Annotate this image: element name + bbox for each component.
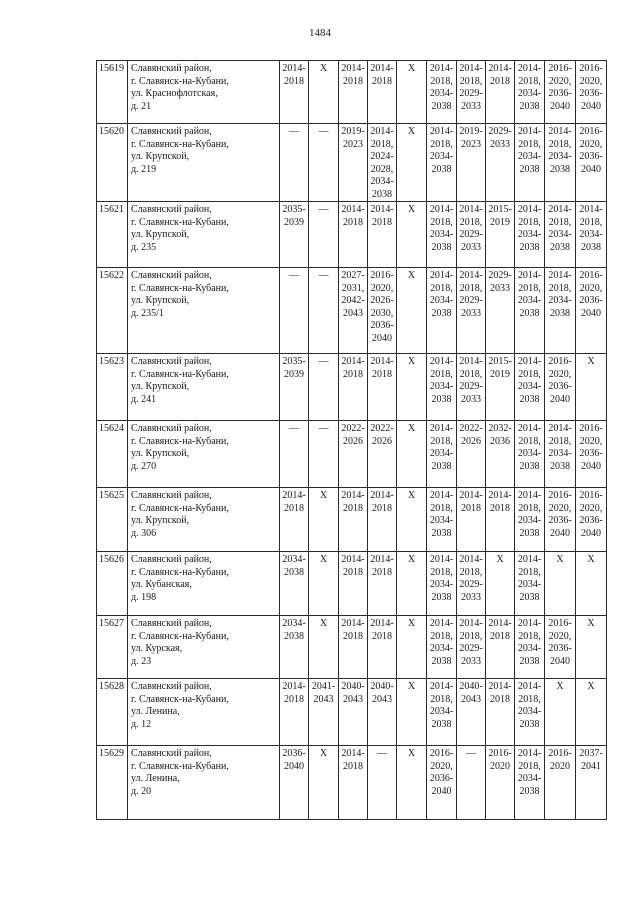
period-cell: 2014- 2018 xyxy=(339,746,368,820)
period-cell: 2014- 2018 xyxy=(280,61,309,124)
period-cell: 2014- 2018, 2034- 2038 xyxy=(427,679,457,746)
period-cell: 2014- 2018, 2034- 2038 xyxy=(515,679,545,746)
period-cell: 2016- 2020, 2036- 2040 xyxy=(576,488,607,552)
table-row xyxy=(97,268,607,354)
period-cell: 2036- 2040 xyxy=(280,746,309,820)
period-cell: 2014- 2018 xyxy=(280,488,309,552)
period-cell: Х xyxy=(309,552,339,616)
table-row xyxy=(97,421,607,488)
period-cell: 2034- 2038 xyxy=(280,552,309,616)
table-row xyxy=(97,202,607,268)
period-cell: Х xyxy=(545,679,576,746)
period-cell: 2022- 2026 xyxy=(457,421,486,488)
period-cell: Х xyxy=(397,488,427,552)
period-cell: 2014- 2018, 2034- 2038 xyxy=(515,421,545,488)
period-cell: 2014- 2018 xyxy=(368,202,397,268)
period-cell: 2014- 2018, 2034- 2038 xyxy=(427,421,457,488)
period-cell: 2016- 2020, 2036- 2040 xyxy=(427,746,457,820)
row-number: 15626 xyxy=(97,552,128,616)
period-cell: 2014- 2018, 2034- 2038 xyxy=(515,354,545,421)
period-cell: 2041- 2043 xyxy=(309,679,339,746)
period-cell: 2016- 2020, 2036- 2040 xyxy=(545,354,576,421)
period-cell: 2014- 2018, 2034- 2038 xyxy=(515,488,545,552)
period-cell: Х xyxy=(309,61,339,124)
period-cell: — xyxy=(309,268,339,354)
period-cell: 2014- 2018, 2034- 2038 xyxy=(576,202,607,268)
period-cell: 2035- 2039 xyxy=(280,354,309,421)
registry-table xyxy=(96,60,607,820)
row-number: 15622 xyxy=(97,268,128,354)
address-cell: Славянский район, г. Славянск-на-Кубани, ул. Крупской, д. 306 xyxy=(128,488,280,552)
period-cell: 2014- 2018, 2034- 2038 xyxy=(515,202,545,268)
period-cell: 2014- 2018 xyxy=(486,61,515,124)
period-cell: 2014- 2018, 2034- 2038 xyxy=(427,552,457,616)
address-cell: Славянский район, г. Славянск-на-Кубани, ул. Ленина, д. 20 xyxy=(128,746,280,820)
address-cell: Славянский район, г. Славянск-на-Кубани, ул. Кубанская, д. 198 xyxy=(128,552,280,616)
period-cell: Х xyxy=(309,746,339,820)
period-cell: 2014- 2018, 2034- 2038 xyxy=(545,268,576,354)
period-cell: 2014- 2018, 2034- 2038 xyxy=(515,61,545,124)
period-cell: Х xyxy=(397,61,427,124)
period-cell: 2016- 2020, 2036- 2040 xyxy=(576,421,607,488)
period-cell: Х xyxy=(397,421,427,488)
row-number: 15628 xyxy=(97,679,128,746)
period-cell: 2014- 2018, 2024- 2028, 2034- 2038 xyxy=(368,124,397,202)
table-row xyxy=(97,616,607,679)
period-cell: Х xyxy=(397,354,427,421)
period-cell: 2014- 2018 xyxy=(339,61,368,124)
period-cell: 2014- 2018, 2029- 2033 xyxy=(457,268,486,354)
period-cell: — xyxy=(309,202,339,268)
period-cell: 2034- 2038 xyxy=(280,616,309,679)
table-row xyxy=(97,679,607,746)
row-number: 15621 xyxy=(97,202,128,268)
address-cell: Славянский район, г. Славянск-на-Кубани, ул. Крупской, д. 235/1 xyxy=(128,268,280,354)
period-cell: 2040- 2043 xyxy=(368,679,397,746)
period-cell: 2014- 2018, 2034- 2038 xyxy=(545,124,576,202)
period-cell: — xyxy=(309,124,339,202)
row-number: 15620 xyxy=(97,124,128,202)
address-cell: Славянский район, г. Славянск-на-Кубани, ул. Курская, д. 23 xyxy=(128,616,280,679)
period-cell: Х xyxy=(309,616,339,679)
period-cell: 2014- 2018 xyxy=(339,202,368,268)
period-cell: 2014- 2018, 2034- 2038 xyxy=(515,746,545,820)
period-cell: 2014- 2018, 2034- 2038 xyxy=(427,616,457,679)
period-cell: 2014- 2018 xyxy=(368,552,397,616)
period-cell: Х xyxy=(397,679,427,746)
period-cell: 2014- 2018 xyxy=(486,679,515,746)
period-cell: 2015- 2019 xyxy=(486,354,515,421)
period-cell: 2014- 2018, 2034- 2038 xyxy=(427,202,457,268)
table-row xyxy=(97,354,607,421)
period-cell: 2014- 2018 xyxy=(486,616,515,679)
period-cell: 2029- 2033 xyxy=(486,124,515,202)
period-cell: Х xyxy=(576,679,607,746)
period-cell: Х xyxy=(576,616,607,679)
address-cell: Славянский район, г. Славянск-на-Кубани, ул. Краснофлотская, д. 21 xyxy=(128,61,280,124)
period-cell: 2035- 2039 xyxy=(280,202,309,268)
period-cell: 2014- 2018, 2034- 2038 xyxy=(427,268,457,354)
address-cell: Славянский район, г. Славянск-на-Кубани, ул. Крупской, д. 219 xyxy=(128,124,280,202)
period-cell: 2014- 2018, 2029- 2033 xyxy=(457,354,486,421)
period-cell: 2014- 2018, 2034- 2038 xyxy=(515,552,545,616)
period-cell: 2032- 2036 xyxy=(486,421,515,488)
row-number: 15629 xyxy=(97,746,128,820)
period-cell: 2019- 2023 xyxy=(457,124,486,202)
period-cell: Х xyxy=(576,354,607,421)
period-cell: 2027- 2031, 2042- 2043 xyxy=(339,268,368,354)
period-cell: 2014- 2018 xyxy=(339,552,368,616)
period-cell: Х xyxy=(309,488,339,552)
period-cell: Х xyxy=(397,552,427,616)
period-cell: 2016- 2020 xyxy=(545,746,576,820)
period-cell: 2019- 2023 xyxy=(339,124,368,202)
period-cell: 2016- 2020, 2036- 2040 xyxy=(576,124,607,202)
period-cell: Х xyxy=(397,124,427,202)
period-cell: 2016- 2020, 2036- 2040 xyxy=(545,488,576,552)
period-cell: 2016- 2020 xyxy=(486,746,515,820)
address-cell: Славянский район, г. Славянск-на-Кубани, ул. Крупской, д. 270 xyxy=(128,421,280,488)
period-cell: 2016- 2020, 2036- 2040 xyxy=(545,61,576,124)
period-cell: 2014- 2018, 2034- 2038 xyxy=(427,488,457,552)
period-cell: Х xyxy=(397,268,427,354)
period-cell: 2014- 2018, 2034- 2038 xyxy=(427,61,457,124)
period-cell: 2014- 2018 xyxy=(339,354,368,421)
period-cell: — xyxy=(309,354,339,421)
period-cell: 2016- 2020, 2036- 2040 xyxy=(576,61,607,124)
period-cell: — xyxy=(280,421,309,488)
period-cell: 2014- 2018, 2029- 2033 xyxy=(457,61,486,124)
row-number: 15623 xyxy=(97,354,128,421)
period-cell: Х xyxy=(576,552,607,616)
period-cell: 2015- 2019 xyxy=(486,202,515,268)
period-cell: 2014- 2018, 2034- 2038 xyxy=(545,421,576,488)
period-cell: 2014- 2018, 2034- 2038 xyxy=(427,124,457,202)
period-cell: 2014- 2018 xyxy=(368,61,397,124)
period-cell: Х xyxy=(397,202,427,268)
period-cell: 2014- 2018 xyxy=(486,488,515,552)
table-row xyxy=(97,552,607,616)
period-cell: 2014- 2018, 2029- 2033 xyxy=(457,616,486,679)
period-cell: Х xyxy=(545,552,576,616)
period-cell: 2016- 2020, 2036- 2040 xyxy=(576,268,607,354)
period-cell: Х xyxy=(486,552,515,616)
table-row xyxy=(97,61,607,124)
period-cell: — xyxy=(457,746,486,820)
period-cell: 2016- 2020, 2036- 2040 xyxy=(545,616,576,679)
period-cell: 2014- 2018 xyxy=(368,616,397,679)
period-cell: 2014- 2018, 2034- 2038 xyxy=(515,616,545,679)
period-cell: 2014- 2018 xyxy=(339,616,368,679)
period-cell: 2022- 2026 xyxy=(368,421,397,488)
period-cell: 2016- 2020, 2026- 2030, 2036- 2040 xyxy=(368,268,397,354)
table-row xyxy=(97,746,607,820)
address-cell: Славянский район, г. Славянск-на-Кубани, ул. Крупской, д. 241 xyxy=(128,354,280,421)
period-cell: 2014- 2018 xyxy=(368,488,397,552)
period-cell: — xyxy=(368,746,397,820)
period-cell: 2040- 2043 xyxy=(457,679,486,746)
period-cell: 2040- 2043 xyxy=(339,679,368,746)
period-cell: 2014- 2018, 2029- 2033 xyxy=(457,552,486,616)
row-number: 15624 xyxy=(97,421,128,488)
period-cell: — xyxy=(309,421,339,488)
period-cell: 2014- 2018, 2029- 2033 xyxy=(457,202,486,268)
period-cell: 2014- 2018 xyxy=(280,679,309,746)
period-cell: 2014- 2018, 2034- 2038 xyxy=(545,202,576,268)
period-cell: 2029- 2033 xyxy=(486,268,515,354)
table-row xyxy=(97,124,607,202)
period-cell: 2037- 2041 xyxy=(576,746,607,820)
period-cell: 2014- 2018 xyxy=(339,488,368,552)
period-cell: — xyxy=(280,124,309,202)
period-cell: 2022- 2026 xyxy=(339,421,368,488)
period-cell: 2014- 2018, 2034- 2038 xyxy=(427,354,457,421)
period-cell: 2014- 2018, 2034- 2038 xyxy=(515,268,545,354)
row-number: 15627 xyxy=(97,616,128,679)
period-cell: Х xyxy=(397,616,427,679)
address-cell: Славянский район, г. Славянск-на-Кубани, ул. Крупской, д. 235 xyxy=(128,202,280,268)
period-cell: 2014- 2018 xyxy=(457,488,486,552)
page-number: 1484 xyxy=(309,27,331,39)
period-cell: Х xyxy=(397,746,427,820)
period-cell: 2014- 2018 xyxy=(368,354,397,421)
row-number: 15625 xyxy=(97,488,128,552)
table-row xyxy=(97,488,607,552)
period-cell: — xyxy=(280,268,309,354)
period-cell: 2014- 2018, 2034- 2038 xyxy=(515,124,545,202)
row-number: 15619 xyxy=(97,61,128,124)
address-cell: Славянский район, г. Славянск-на-Кубани, ул. Ленина, д. 12 xyxy=(128,679,280,746)
